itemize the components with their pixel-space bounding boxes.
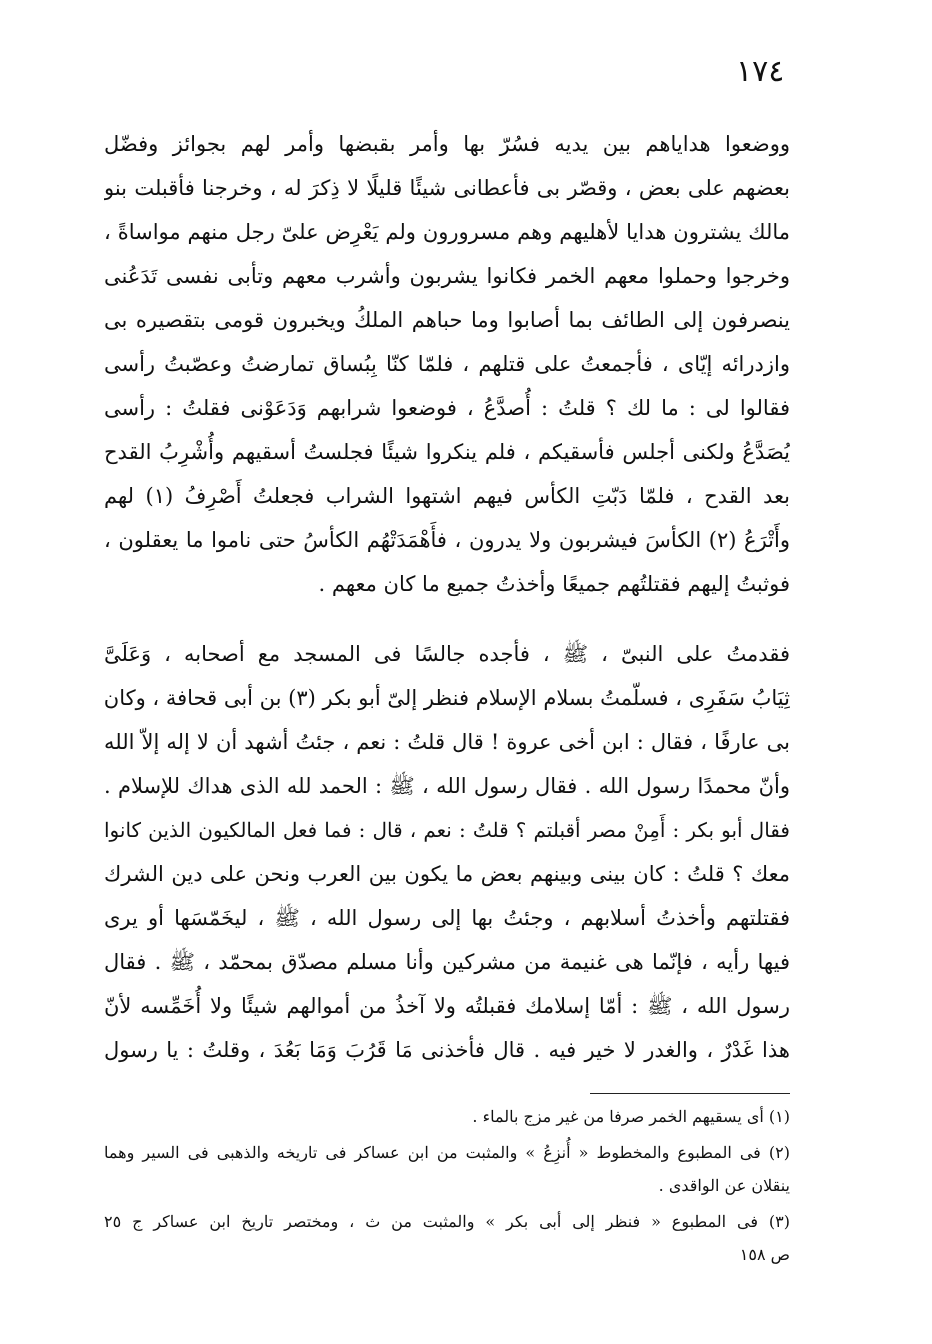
text-line: فقال أبو بكر : أَمِنْ مصر أقبلتم ؟ قلتُ : نعم ، قال : فما فعل المالكيون الذين كانوا: [104, 818, 790, 842]
text-line: فيها رأيه ، فإنّما هى غنيمة من مشركين وأنا مسلم مصدّق بمحمّد ، ﷺ . فقال: [104, 950, 790, 974]
paragraph-1: [104, 122, 790, 606]
text-line: ينصرفون إلى الطائف بما أصابوا وما حباهم الملكُ ويخبرون قومى بتقصيره بى: [104, 308, 790, 332]
footnote-line: ينقلان عن الواقدى .: [658, 1176, 790, 1195]
text-line: هذا غَدْرٌ ، والغدر لا خير فيه . قال فأخذنى مَا قَرُبَ وَمَا بَعُدَ ، وقلتُ : يا رسول: [104, 1038, 790, 1062]
main-text: [104, 122, 790, 1072]
text-line: وخرجوا وحملوا معهم الخمر فكانوا يشربون وأشرب معهم وتأبى نفسى تَدَعُنى: [104, 264, 790, 288]
text-line: ووضعوا هداياهم بين يديه فسُرّ بها وأمر بقبضها وأمر لهم بجوائز وفضّل: [104, 132, 790, 156]
text-line: وأَتْرَعُ (٢) الكأسَ فيشربون ولا يدرون ، فأَهْمَدَتْهُم الكأسُ حتى ناموا ما يعقلون ،: [104, 528, 790, 552]
text-line: مالك يشترون هدايا لأهليهم وهم مسرورون ولم يَعْرِض علىّ رجل منهم مواساةً ،: [104, 220, 790, 244]
footnote-line: (٢) فى المطبوع والمخطوط « أُنزِعُ » والمثبت من ابن عساكر فى تاريخه والذهبى فى السير وهما: [104, 1143, 790, 1162]
text-line: بعد القدح ، فلمّا دَبّتِ الكأس فيهم اشتهوا الشراب فجعلتُ أَصْرِفُ (١) لهم: [104, 484, 790, 508]
text-line: فوثبتُ إليهم فقتلتُهم جميعًا وأخذتُ جميع ما كان معهم .: [318, 572, 790, 596]
text-line: ثِيَابُ سَفَرِى ، فسلّمتُ بسلام الإسلام فنظر إلىّ أبو بكر (٣) بن أبى قحافة ، وكان: [104, 686, 790, 710]
text-line: بعضهم على بعض ، وقصّر بى فأعطانى شيئًا قليلًا لا ذِكرَ له ، وخرجنا فأقبلت بنو: [104, 176, 790, 200]
text-line: معك ؟ قلتُ : كان بينى وبينهم بعض ما يكون بين العرب ونحن على دين الشرك: [104, 862, 790, 886]
text-line: بى عارفًا ، فقال : ابن أخى عروة ! قال قلتُ : نعم ، جئتُ أشهد أن لا إله إلاّ الله: [104, 730, 790, 754]
footnote-divider: [590, 1093, 790, 1094]
text-line: فقالوا لى : ما لك ؟ قلتُ : أُصدَّعُ ، فوضعوا شرابهم وَدَعَوْنى فقلتُ : رأسى: [104, 396, 790, 420]
footnote-3: [104, 1205, 790, 1271]
footnotes: [104, 1100, 790, 1271]
paragraph-2: [104, 632, 790, 1072]
text-line: يُصَدَّعُ ولكنى أجلس فأسقيكم ، فلم ينكروا شيئًا فجلستُ أسقيهم وأُشْرِبُ القدح: [104, 440, 790, 464]
footnote-1: [104, 1100, 790, 1133]
text-line: فقدمتُ على النبىّ ، ﷺ ، فأجده جالسًا فى المسجد مع أصحابه ، وَعَلَىَّ: [104, 642, 790, 666]
footnote-line: (١) أى يسقيهم الخمر صرفا من غير مزج بالماء .: [472, 1107, 790, 1126]
text-line: وازدرائه إيّاى ، فأجمعتُ على قتلهم ، فلمّا كنّا بِبُساق تمارضتُ وعصّبتُ رأسى: [104, 352, 790, 376]
footnote-line: ص ١٥٨: [739, 1245, 790, 1264]
text-line: وأنّ محمدًا رسول الله . فقال رسول الله ، ﷺ : الحمد لله الذى هداك للإسلام .: [104, 774, 790, 798]
footnote-2: [104, 1136, 790, 1202]
footnote-line: (٣) فى المطبوع « فنظر إلى أبى بكر » والمثبت من ث ، ومختصر تاريخ ابن عساكر ج ٢٥: [104, 1212, 790, 1231]
text-line: رسول الله ، ﷺ : أمّا إسلامك فقبلتُه ولا آخذُ من أموالهم شيئًا ولا أُخَمِّسه لأنّ: [104, 994, 790, 1018]
text-line: فقتلتهم وأخذتُ أسلابهم ، وجئتُ بها إلى رسول الله ، ﷺ ، ليخَمّسَها أو يرى: [104, 906, 790, 930]
page-number: ١٧٤: [736, 54, 785, 89]
